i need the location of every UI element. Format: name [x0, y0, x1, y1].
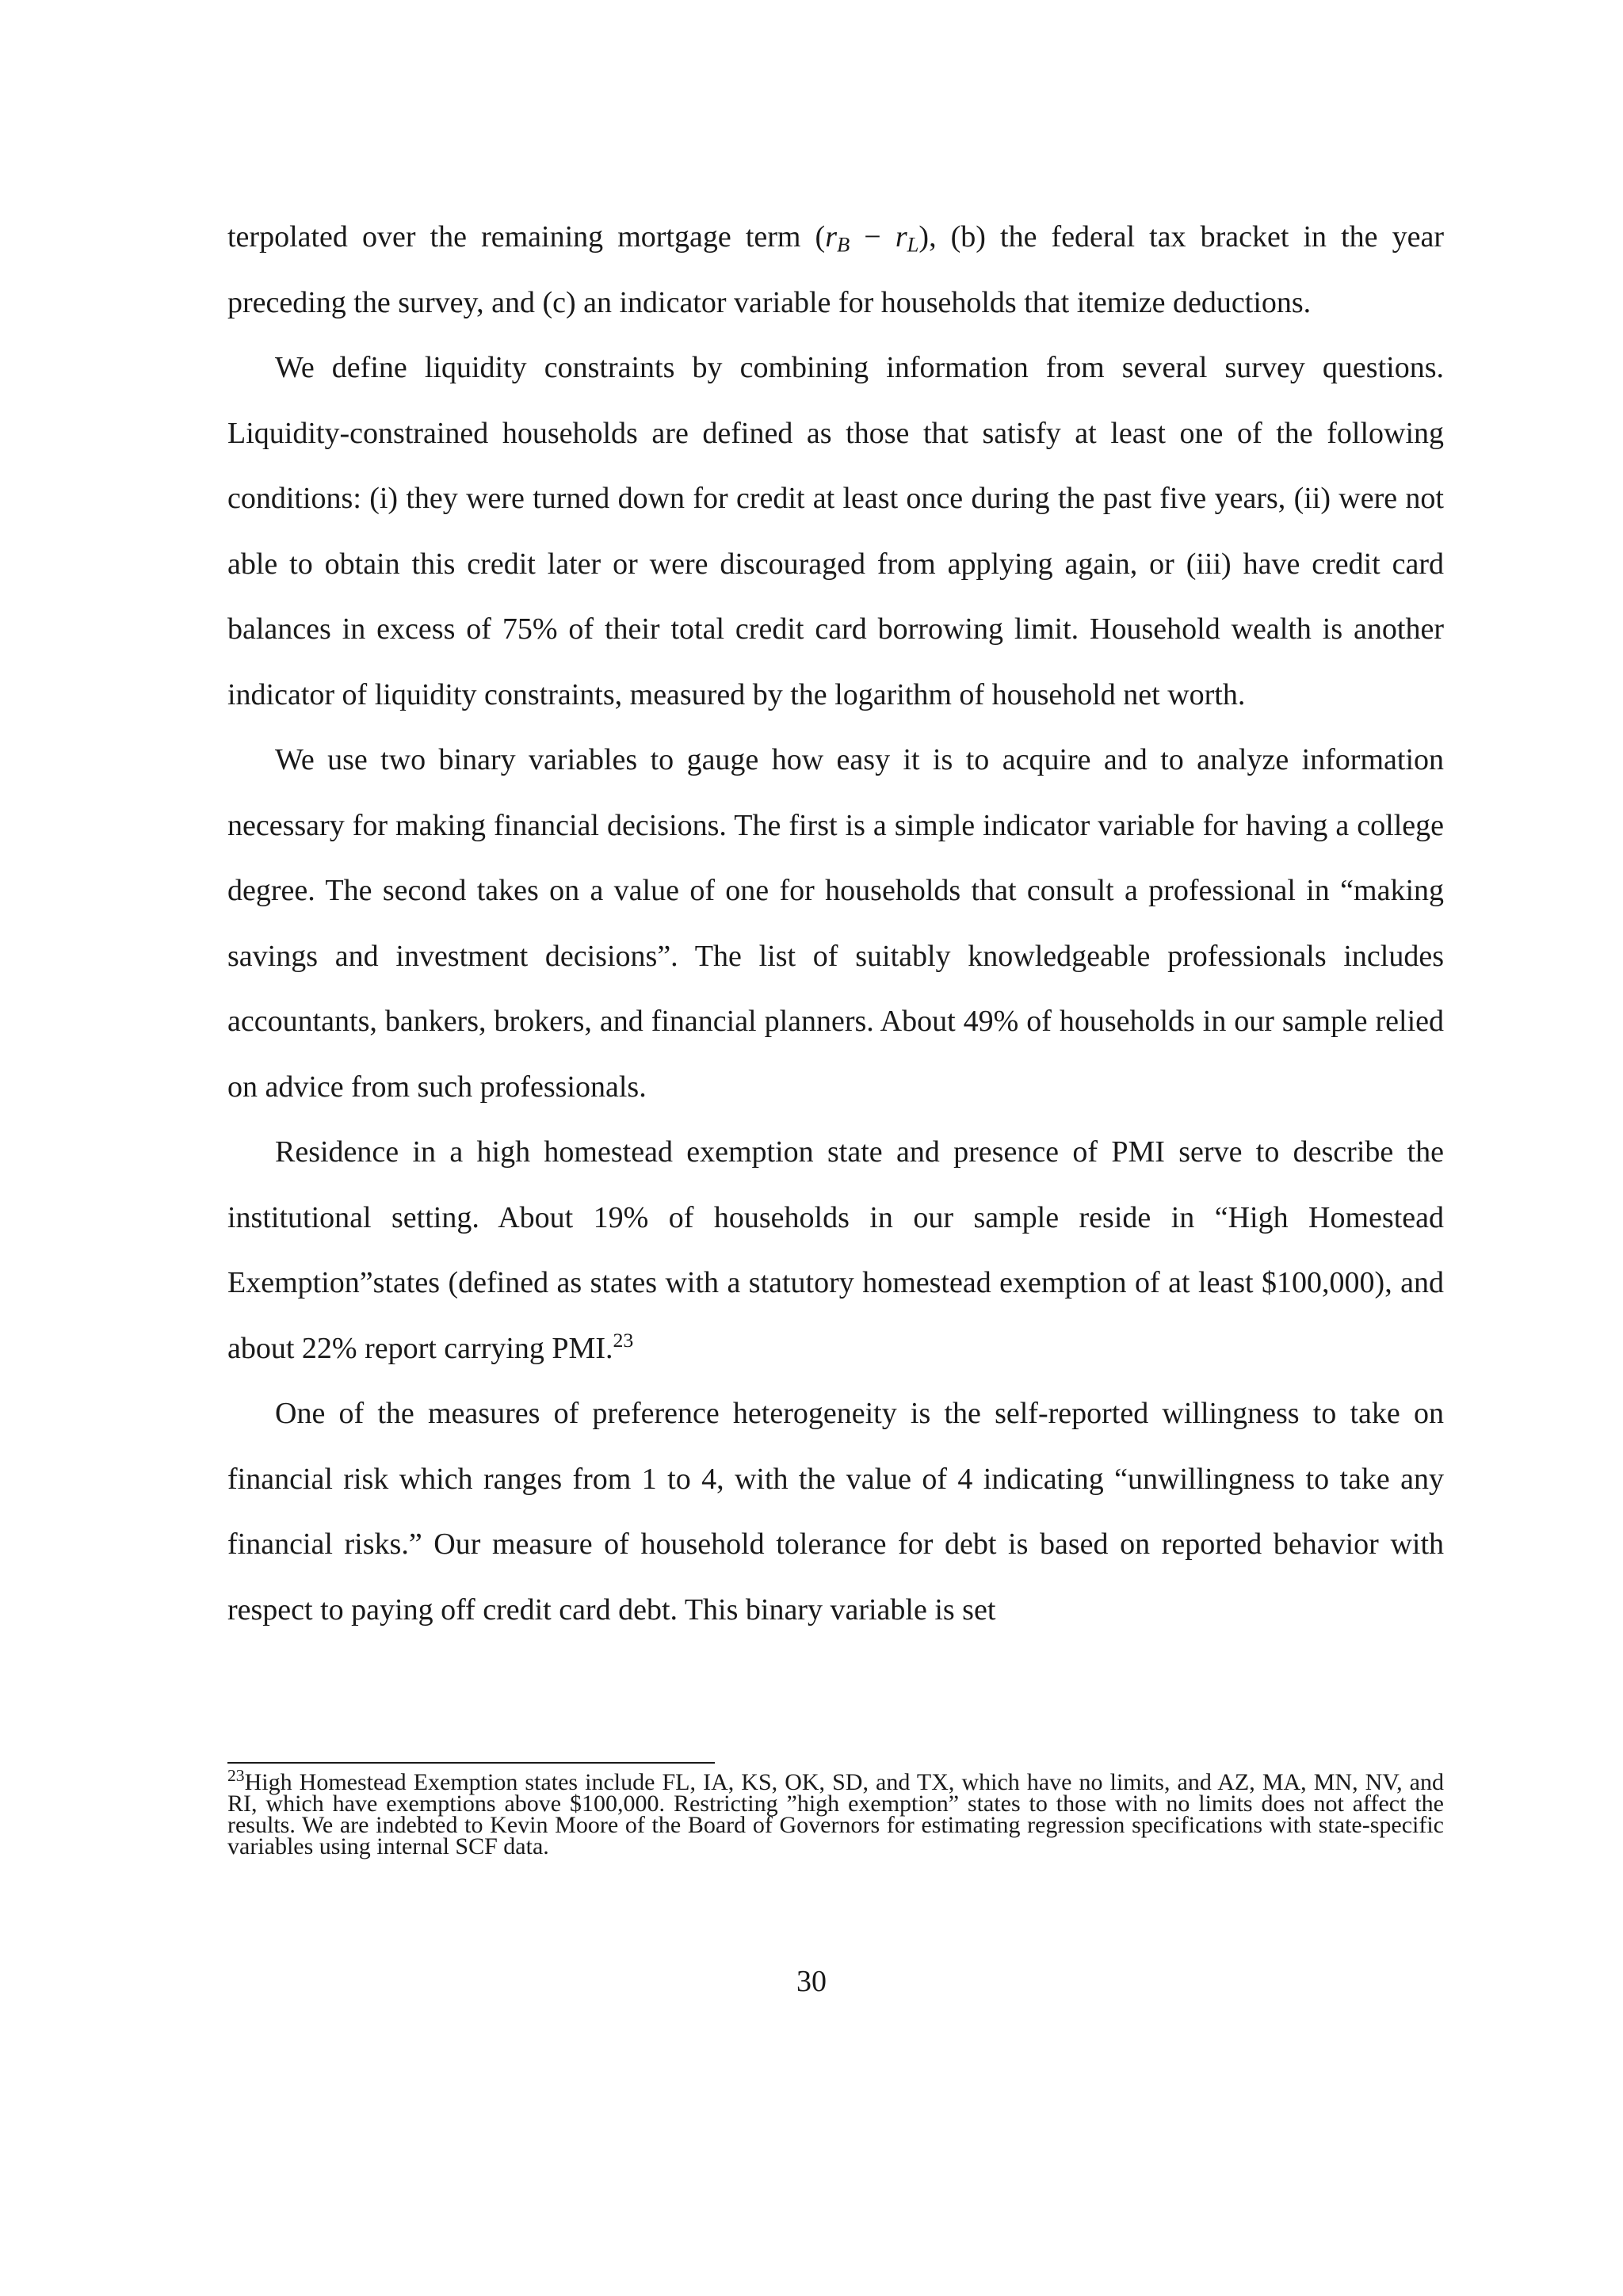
- footnote-number: 23: [227, 1766, 245, 1786]
- paragraph-4-text: Residence in a high homestead exemption state and presence of PMI serve to describe the institutional setting. About 19% of households in our sample reside in “High Homestead Exemption”states (defined as states with a statutory homestead exemption of at least $100,000), and about 22% report carrying PMI.: [227, 1135, 1444, 1365]
- footnote-divider: [227, 1762, 715, 1764]
- formula-symbol-r: r: [825, 220, 837, 254]
- formula-subscript-l: L: [907, 232, 919, 257]
- paragraph-1-lead: terpolated over the remaining mortgage term (: [227, 220, 826, 254]
- footnote-text: High Homestead Exemption states include FL, IA, KS, OK, SD, and TX, which have no limits, and AZ, MA, MN, NV, and RI, which have exemptions above $100,000. Restricting ”high exemption” states to those with no limits does not affect the results. We are indebted to Kevin Moore of the Board of Governors for estimating regression specifications with state-specific variables using internal SCF data.: [227, 1769, 1444, 1859]
- paragraph-4: [227, 1119, 1444, 1381]
- formula-subscript-b: B: [836, 232, 850, 257]
- footnote-reference-23[interactable]: 23: [613, 1328, 634, 1352]
- main-text: [227, 204, 1444, 1642]
- formula-symbol-r: r: [895, 220, 907, 254]
- paragraph-3: We use two binary variables to gauge how easy it is to acquire and to analyze information necessary for making financial decisions. The first is a simple indicator variable for having a college degree. The second takes on a value of one for households that consult a professional in “making savings and investment decisions”. The list of suitably knowledgeable professionals includes accountants, bankers, brokers, and financial planners. About 49% of households in our sample relied on advice from such professionals.: [227, 743, 1444, 1104]
- paragraph-1: [227, 204, 1444, 335]
- formula-minus: −: [850, 220, 896, 254]
- paragraph-5: One of the measures of preference heterogeneity is the self-reported willingness to take on financial risk which ranges from 1 to 4, with the value of 4 indicating “unwillingness to take any financial risks.” Our measure of household tolerance for debt is based on reported behavior with respect to paying off credit card debt. This binary variable is set: [227, 1397, 1444, 1627]
- footnote-23: [227, 1766, 1444, 1859]
- rate-difference-formula: [825, 220, 919, 257]
- paragraph-2: We define liquidity constraints by combining information from several survey questions. Liquidity-constrained households are defined as those that satisfy at least one of the following conditions: (i) they were turned down for credit at least once during the past five years, (ii) were not able to obtain this credit later or were discouraged from applying again, or (iii) have credit card balances in excess of 75% of their total credit card borrowing limit. Household wealth is another indicator of liquidity constraints, measured by the logarithm of household net worth.: [227, 351, 1444, 711]
- page-number: 30: [796, 1965, 827, 1998]
- paragraph-1-tail: ), (b) the federal tax bracket in the year preceding the survey, and (c) an indicator variable for households that itemize deductions.: [227, 220, 1444, 319]
